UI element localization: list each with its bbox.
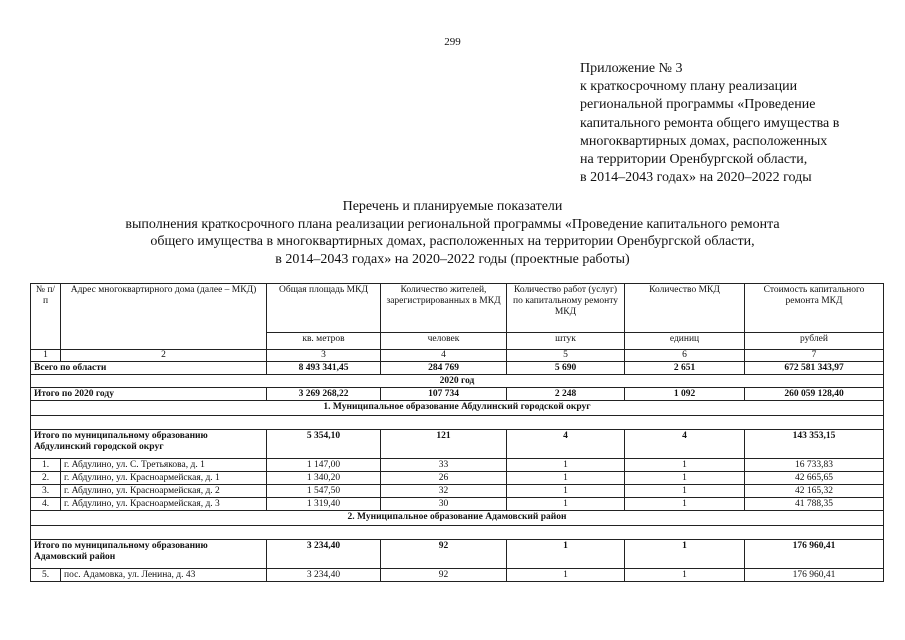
subtotal-label-line: Адамовский район bbox=[34, 552, 116, 562]
row-mkd-count: 1 bbox=[625, 569, 745, 582]
column-index: 3 bbox=[267, 350, 381, 362]
column-index: 1 bbox=[31, 350, 61, 362]
total-year-works: 2 248 bbox=[507, 388, 625, 401]
row-residents: 33 bbox=[381, 459, 507, 472]
subtotal-label-line: Итого по муниципальному образованию bbox=[34, 541, 208, 551]
municipality-name: 2. Муниципальное образование Адамовский район bbox=[31, 511, 884, 526]
subtotal-works: 4 bbox=[507, 430, 625, 459]
total-region-row bbox=[31, 362, 884, 375]
year-row bbox=[31, 375, 884, 388]
column-index-row bbox=[31, 350, 884, 362]
row-address: пос. Адамовка, ул. Ленина, д. 43 bbox=[61, 569, 267, 582]
unit-residents: человек bbox=[381, 333, 507, 350]
appendix-line: к краткосрочному плану реализации bbox=[580, 79, 798, 95]
row-works: 1 bbox=[507, 569, 625, 582]
row-works: 1 bbox=[507, 472, 625, 485]
subtotal-mkd-count: 1 bbox=[625, 540, 745, 569]
row-num: 5. bbox=[31, 569, 61, 582]
row-address: г. Абдулино, ул. Красноармейская, д. 1 bbox=[61, 472, 267, 485]
spacer-cell bbox=[31, 526, 884, 540]
header-address: Адрес многоквартирного дома (далее – МКД) bbox=[61, 284, 267, 350]
total-region-area: 8 493 341,45 bbox=[267, 362, 381, 375]
subtotal-area: 5 354,10 bbox=[267, 430, 381, 459]
total-year-label: Итого по 2020 году bbox=[31, 388, 267, 401]
mkd-table bbox=[30, 283, 884, 582]
row-area: 3 234,40 bbox=[267, 569, 381, 582]
table-row bbox=[31, 485, 884, 498]
appendix-line: капитального ремонта общего имущества в bbox=[580, 115, 840, 131]
municipality-row bbox=[31, 401, 884, 416]
row-cost: 42 665,65 bbox=[745, 472, 884, 485]
unit-mkd-count: единиц bbox=[625, 333, 745, 350]
subtotal-label bbox=[31, 540, 267, 569]
title-line: выполнения краткосрочного плана реализации региональной программы «Проведение капитального ремонта bbox=[125, 216, 780, 232]
total-year-area: 3 269 268,22 bbox=[267, 388, 381, 401]
column-index: 4 bbox=[381, 350, 507, 362]
appendix-line: региональной программы «Проведение bbox=[580, 97, 816, 113]
subtotal-mkd-count: 4 bbox=[625, 430, 745, 459]
year-label: 2020 год bbox=[31, 375, 884, 388]
column-index: 6 bbox=[625, 350, 745, 362]
appendix-block bbox=[580, 60, 900, 187]
subtotal-cost: 143 353,15 bbox=[745, 430, 884, 459]
header-area: Общая площадь МКД bbox=[267, 284, 381, 333]
row-works: 1 bbox=[507, 459, 625, 472]
unit-cost: рублей bbox=[745, 333, 884, 350]
subtotal-cost: 176 960,41 bbox=[745, 540, 884, 569]
row-num: 3. bbox=[31, 485, 61, 498]
appendix-title: Приложение № 3 bbox=[580, 61, 683, 76]
row-cost: 42 165,32 bbox=[745, 485, 884, 498]
row-mkd-count: 1 bbox=[625, 459, 745, 472]
row-area: 1 547,50 bbox=[267, 485, 381, 498]
row-address: г. Абдулино, ул. Красноармейская, д. 3 bbox=[61, 498, 267, 511]
row-num: 1. bbox=[31, 459, 61, 472]
header-mkd-count: Количество МКД bbox=[625, 284, 745, 333]
row-works: 1 bbox=[507, 498, 625, 511]
column-index: 5 bbox=[507, 350, 625, 362]
header-works: Количество работ (услуг) по капитальному ремонту МКД bbox=[507, 284, 625, 333]
header-residents: Количество жителей, зарегистрированных в МКД bbox=[381, 284, 507, 333]
municipality-row bbox=[31, 511, 884, 526]
unit-area: кв. метров bbox=[267, 333, 381, 350]
appendix-line: на территории Оренбургской области, bbox=[580, 152, 808, 168]
row-area: 1 319,40 bbox=[267, 498, 381, 511]
row-residents: 32 bbox=[381, 485, 507, 498]
row-address: г. Абдулино, ул. С. Третьякова, д. 1 bbox=[61, 459, 267, 472]
subtotal-label bbox=[31, 430, 267, 459]
row-area: 1 340,20 bbox=[267, 472, 381, 485]
subtotal-label-line: Абдулинский городской округ bbox=[34, 442, 164, 452]
row-area: 1 147,00 bbox=[267, 459, 381, 472]
table-row bbox=[31, 569, 884, 582]
row-address: г. Абдулино, ул. Красноармейская, д. 2 bbox=[61, 485, 267, 498]
spacer-cell bbox=[31, 416, 884, 430]
row-cost: 41 788,35 bbox=[745, 498, 884, 511]
row-works: 1 bbox=[507, 485, 625, 498]
title-line: в 2014–2043 годах» на 2020–2022 годы (проектные работы) bbox=[275, 251, 630, 267]
total-region-cost: 672 581 343,97 bbox=[745, 362, 884, 375]
spacer-row bbox=[31, 416, 884, 430]
row-mkd-count: 1 bbox=[625, 472, 745, 485]
total-region-works: 5 690 bbox=[507, 362, 625, 375]
subtotal-works: 1 bbox=[507, 540, 625, 569]
column-index: 2 bbox=[61, 350, 267, 362]
total-year-row bbox=[31, 388, 884, 401]
subtotal-area: 3 234,40 bbox=[267, 540, 381, 569]
header-cost: Стоимость капитального ремонта МКД bbox=[745, 284, 884, 333]
row-cost: 176 960,41 bbox=[745, 569, 884, 582]
row-residents: 30 bbox=[381, 498, 507, 511]
row-num: 4. bbox=[31, 498, 61, 511]
subtotal-label-line: Итого по муниципальному образованию bbox=[34, 431, 208, 441]
municipality-name: 1. Муниципальное образование Абдулинский городской округ bbox=[31, 401, 884, 416]
row-num: 2. bbox=[31, 472, 61, 485]
column-index: 7 bbox=[745, 350, 884, 362]
row-residents: 26 bbox=[381, 472, 507, 485]
total-region-mkd-count: 2 651 bbox=[625, 362, 745, 375]
document-title bbox=[0, 198, 905, 268]
total-region-residents: 284 769 bbox=[381, 362, 507, 375]
row-mkd-count: 1 bbox=[625, 485, 745, 498]
row-cost: 16 733,83 bbox=[745, 459, 884, 472]
row-residents: 92 bbox=[381, 569, 507, 582]
table-row bbox=[31, 498, 884, 511]
total-year-cost: 260 059 128,40 bbox=[745, 388, 884, 401]
subtotal-residents: 121 bbox=[381, 430, 507, 459]
municipality-subtotal-row bbox=[31, 430, 884, 459]
municipality-subtotal-row bbox=[31, 540, 884, 569]
subtotal-residents: 92 bbox=[381, 540, 507, 569]
table-row bbox=[31, 459, 884, 472]
total-year-residents: 107 734 bbox=[381, 388, 507, 401]
table-row bbox=[31, 472, 884, 485]
appendix-line: многоквартирных домах, расположенных bbox=[580, 133, 828, 149]
row-mkd-count: 1 bbox=[625, 498, 745, 511]
spacer-row bbox=[31, 526, 884, 540]
title-line: Перечень и планируемые показатели bbox=[342, 199, 563, 214]
appendix-line: в 2014–2043 годах» на 2020–2022 годы bbox=[580, 170, 812, 186]
header-num: № п/п bbox=[31, 284, 61, 350]
total-year-mkd-count: 1 092 bbox=[625, 388, 745, 401]
title-line: общего имущества в многоквартирных домах, расположенных на территории Оренбургской области, bbox=[150, 234, 755, 249]
table-header-row bbox=[31, 284, 884, 333]
total-region-label: Всего по области bbox=[31, 362, 267, 375]
page-number: 299 bbox=[444, 36, 461, 48]
unit-works: штук bbox=[507, 333, 625, 350]
